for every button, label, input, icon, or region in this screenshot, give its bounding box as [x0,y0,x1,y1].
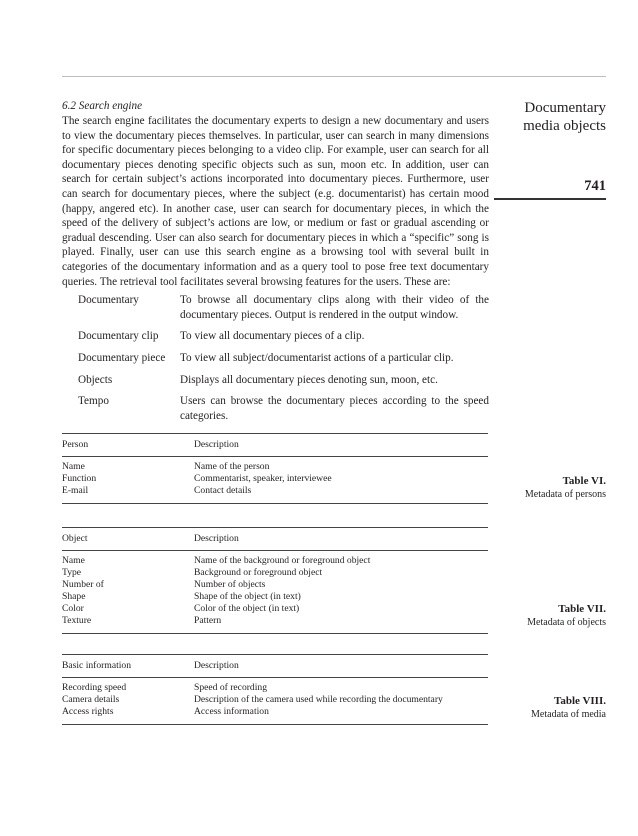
table-header-row [62,655,488,677]
table-row [62,473,488,485]
column-header: Description [194,533,239,544]
column-header: Description [194,660,239,671]
table-row [62,485,488,497]
table-cell: Type [62,567,82,578]
table-body [62,457,488,497]
feature-item [62,329,489,351]
table-cell: Number of [62,579,104,590]
running-title-line-2: media objects [523,118,606,134]
table-row [62,603,488,615]
table-header-row [62,528,488,550]
table-row [62,694,488,706]
feature-item [62,351,489,373]
table-cell: Commentarist, speaker, interviewee [194,473,332,484]
table-row [62,461,488,473]
table-objects [62,527,488,634]
table-cell: Function [62,473,97,484]
table-cell: Color of the object (in text) [194,603,300,614]
table-cell: Access rights [62,706,114,717]
table-row [62,682,488,694]
table-bottom-rule [62,503,488,504]
feature-description: To browse all documentary clips along with their video of the documentary pieces. Output is rendered in the output window. [180,294,489,321]
feature-description: To view all documentary pieces of a clip. [180,330,365,343]
feature-description: Users can browse the documentary pieces according to the speed categories. [180,395,489,422]
table-caption-media [531,695,606,721]
table-row [62,579,488,591]
table-cell: Number of objects [194,579,266,590]
feature-item [62,373,489,395]
table-caption-objects [527,603,606,629]
feature-name: Documentary [78,294,139,307]
page-number: 741 [584,178,606,194]
table-cell: Description of the camera used while recording the documentary [194,694,443,705]
running-title-line-1: Documentary [524,100,606,116]
table-cell: Name of the person [194,461,270,472]
column-header: Object [62,533,88,544]
column-header: Basic information [62,660,132,671]
table-body [62,551,488,627]
table-body [62,678,488,718]
feature-item [62,394,489,430]
running-title [523,99,606,135]
table-header-row [62,434,488,456]
table-cell: E-mail [62,485,89,496]
column-header: Description [194,439,239,450]
table-persons [62,433,488,504]
table-cell: Name of the background or foreground object [194,555,371,566]
caption-text: Metadata of persons [524,489,606,500]
feature-description: Displays all documentary pieces denoting sun, moon, etc. [180,373,438,386]
table-cell: Recording speed [62,682,127,693]
table-row [62,706,488,718]
caption-title: Table VIII. [554,695,606,707]
feature-name: Tempo [78,395,109,408]
feature-description: To view all subject/documentarist actions of a particular clip. [180,351,454,364]
table-cell: Background or foreground object [194,567,323,578]
table-row [62,591,488,603]
feature-name: Objects [78,373,113,386]
caption-title: Table VI. [562,475,606,487]
column-header: Person [62,439,89,450]
table-cell: Access information [194,706,269,717]
feature-list [62,293,489,430]
table-row [62,555,488,567]
table-cell: Contact details [194,485,252,496]
caption-title: Table VII. [558,603,606,615]
caption-text: Metadata of media [531,709,606,720]
table-cell: Speed of recording [194,682,267,693]
feature-name: Documentary piece [78,351,166,364]
section-heading: 6.2 Search engine [62,100,143,112]
table-bottom-rule [62,633,488,634]
table-cell: Shape [62,591,86,602]
table-cell: Name [62,555,85,566]
feature-item [62,293,489,329]
caption-text: Metadata of objects [527,617,606,628]
top-rule [62,76,606,77]
table-cell: Name [62,461,85,472]
main-column [62,99,489,430]
table-cell: Texture [62,615,92,626]
table-cell: Pattern [194,615,222,626]
feature-name: Documentary clip [78,330,159,343]
table-media [62,654,488,725]
table-cell: Color [62,603,84,614]
table-caption-persons [525,475,606,501]
table-cell: Shape of the object (in text) [194,591,301,602]
table-bottom-rule [62,724,488,725]
page-number-rule [494,198,606,200]
table-row [62,615,488,627]
body-paragraph: The search engine facilitates the documentary experts to design a new documentary and users to view the documentary pieces themselves. In particular, user can search in many dimensions for specific documentary pieces belonging to a video clip. For example, user can search for all documentary pieces denoting specific objects such as sun, moon etc. In addition, user can search for certain subject’s actions incorporated into documentary pieces. Furthermore, user can search for documentary pieces, where the subject (e.g. documentarist) has certain mood (happy, angered etc). In another case, user can search for documentary pieces, in which the speed of the delivery of subject’s actions are low, or medium or fast or gradual ascending or gradual descending. User can also search for documentary pieces in which a “specific” song is played. Finally, user can use this search engine as a browsing tool with several built in categories of the documentary information and as a query tool to pose free text documentary queries. The retrieval tool facilitates several browsing features for the users. These are: [62,115,489,288]
table-row [62,567,488,579]
table-cell: Camera details [62,694,120,705]
